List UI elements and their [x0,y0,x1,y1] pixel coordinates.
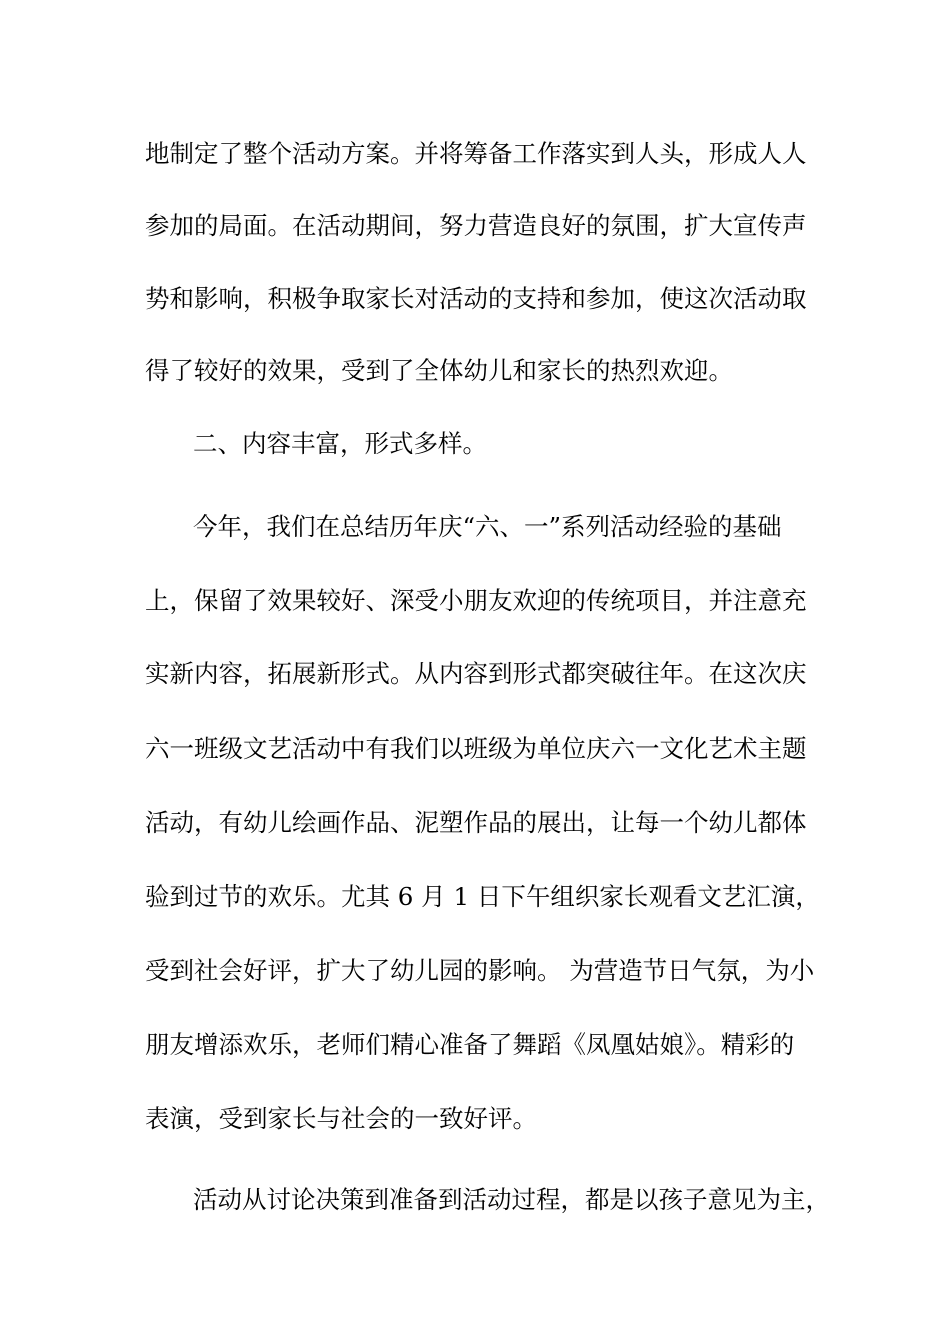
text-line: 朋友增添欢乐，老师们精心准备了舞蹈《凤凰姑娘》。精彩的 [145,1030,795,1059]
text-line: 活动，有幼儿绘画作品、泥塑作品的展出，让每一个幼儿都体 [145,808,807,837]
text-line: 表演，受到家长与社会的一致好评。 [145,1104,537,1133]
text-line: 六一班级文艺活动中有我们以班级为单位庆六一文化艺术主题 [145,734,807,763]
text-line: 地制定了整个活动方案。并将筹备工作落实到人头，形成人人 [145,139,807,168]
text-line: 得了较好的效果，受到了全体幼儿和家长的热烈欢迎。 [145,356,733,385]
text-line: 受到社会好评，扩大了幼儿园的影响。 为营造节日气氛，为小 [145,956,815,985]
text-line: 今年，我们在总结历年庆“六、一”系列活动经验的基础 [193,512,782,541]
text-line: 上，保留了效果较好、深受小朋友欢迎的传统项目，并注意充 [145,586,807,615]
text-line: 实新内容，拓展新形式。从内容到形式都突破往年。在这次庆 [145,659,807,688]
text-line: 参加的局面。在活动期间，努力营造良好的氛围，扩大宣传声 [145,211,807,240]
text-line: 势和影响，积极争取家长对活动的支持和参加，使这次活动取 [145,284,807,313]
section-heading: 二、内容丰富，形式多样。 [193,429,487,458]
text-line: 验到过节的欢乐。尤其 6 月 1 日下午组织家长观看文艺汇演， [145,882,820,911]
text-line: 活动从讨论决策到准备到活动过程，都是以孩子意见为主， [193,1185,830,1214]
